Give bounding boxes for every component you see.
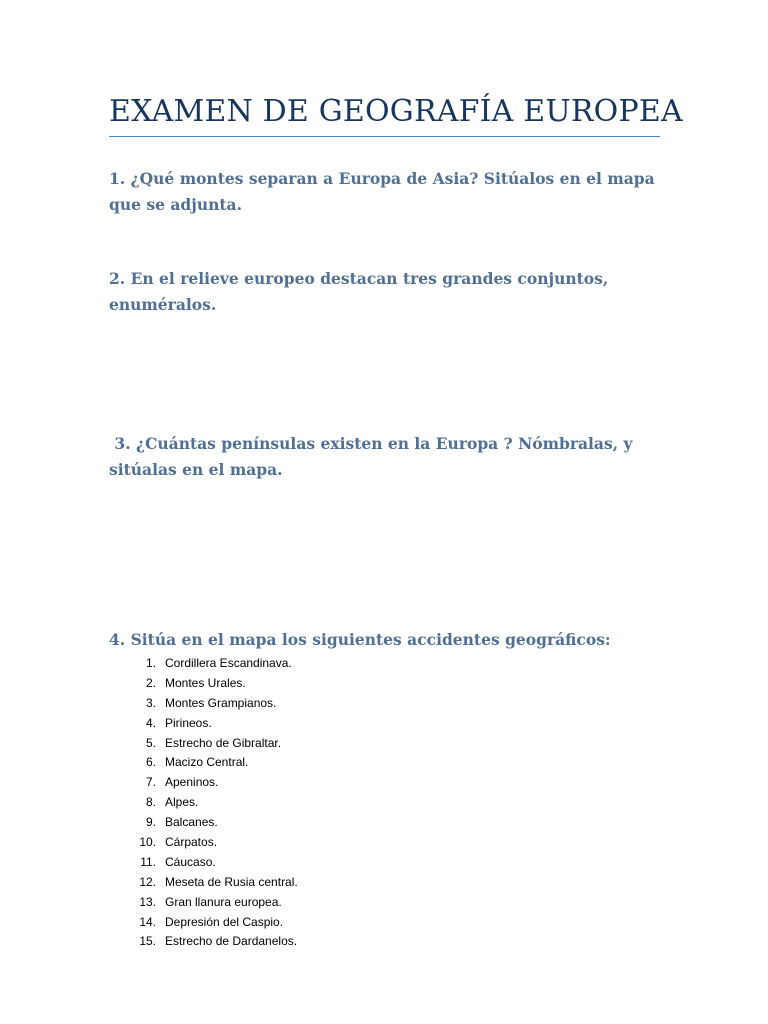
list-number: 1. [145,656,156,670]
list-item [124,754,298,774]
list-number: 2. [145,675,156,690]
list-text: Estrecho de Gibraltar. [165,735,282,750]
list-text: Gran llanura europea. [165,894,282,909]
list-text: Apeninos. [165,775,219,790]
list-text: Cordillera Escandinava. [165,656,292,670]
list-item [124,834,298,854]
list-item [124,655,298,675]
question-3: 3. ¿Cuántas penínsulas existen en la Europa ? Nómbralas, y sitúalas en el mapa. [109,434,638,479]
list-item [124,874,298,894]
list-text: Meseta de Rusia central. [165,874,298,889]
list-number: 14. [139,914,156,929]
list-text: Macizo Central. [165,755,249,770]
list-item [124,933,298,953]
list-item [124,914,298,934]
list-number: 12. [139,874,156,889]
list-item [124,794,298,814]
list-number: 4. [145,715,156,730]
title-underline [109,136,660,137]
question-2: 2. En el relieve europeo destacan tres grandes conjuntos, enuméralos. [109,269,609,314]
list-number: 6. [145,755,156,770]
list-text: Montes Urales. [165,675,246,690]
page-title: EXAMEN DE GEOGRAFÍA EUROPEA [109,94,683,129]
question-1: 1. ¿Qué montes separan a Europa de Asia? Sitúalos en el mapa que se adjunta. [109,169,655,214]
list-number: 11. [140,854,156,869]
list-item [124,695,298,715]
accidents-list [124,655,298,953]
list-text: Depresión del Caspio. [165,914,284,929]
list-number: 3. [145,695,156,710]
list-text: Balcanes. [165,815,218,830]
list-number: 5. [145,735,156,750]
list-item [124,774,298,794]
list-item [124,675,298,695]
list-text: Pirineos. [165,715,212,730]
list-text: Alpes. [165,795,199,810]
list-item [124,894,298,914]
question-4: 4. Sitúa en el mapa los siguientes accidentes geográficos: [109,630,611,649]
list-text: Cáucaso. [165,854,216,869]
list-item [124,735,298,755]
list-item [124,814,298,834]
list-number: 10. [139,835,156,850]
list-text: Estrecho de Dardanelos. [165,934,298,949]
list-number: 8. [145,795,156,810]
list-number: 7. [145,775,156,790]
list-number: 9. [145,815,156,830]
list-text: Montes Grampianos. [165,695,277,710]
list-number: 15. [139,934,156,949]
list-text: Cárpatos. [165,835,218,850]
list-number: 13. [139,894,156,909]
list-item [124,715,298,735]
list-item [124,854,298,874]
